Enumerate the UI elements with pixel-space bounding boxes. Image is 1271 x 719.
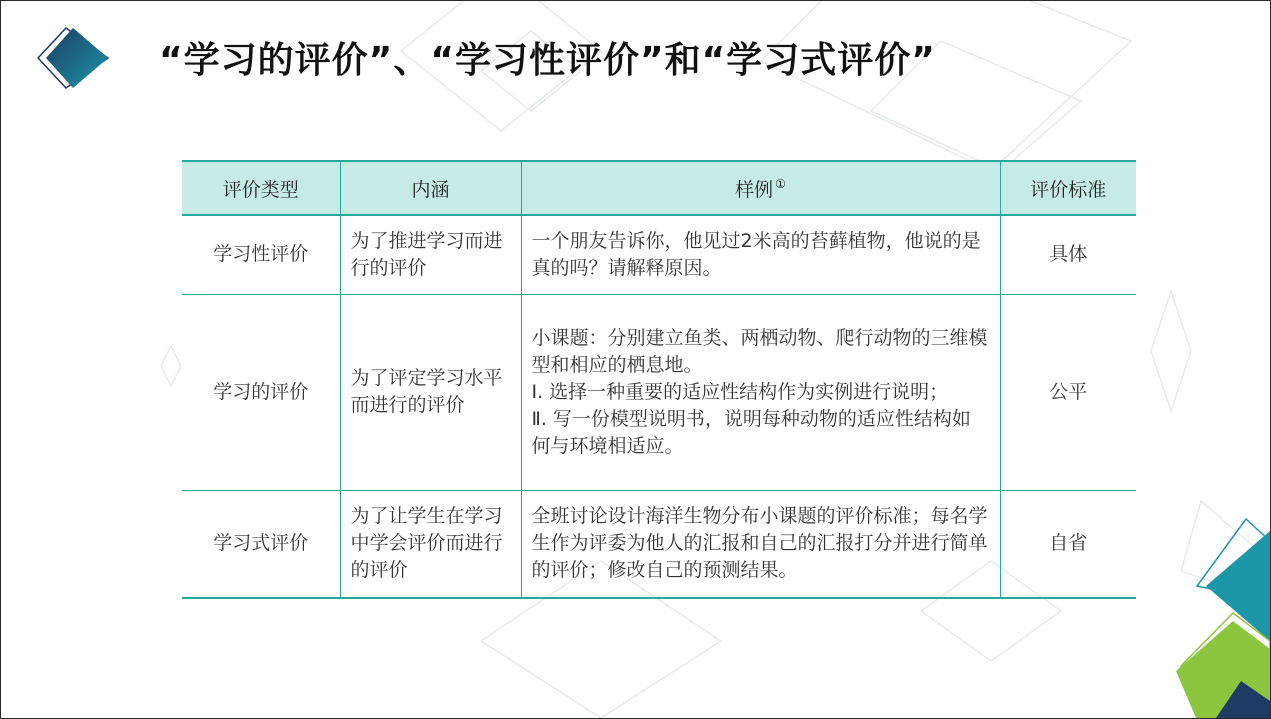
cell-example bbox=[521, 294, 1000, 490]
corner-teal-diamond bbox=[1206, 531, 1270, 641]
footnote-mark: ① bbox=[775, 177, 786, 192]
header-type: 评价类型 bbox=[182, 161, 340, 215]
example-line: Ⅱ. 写一份模型说明书，说明每种动物的适应性结构如何与环境相适应。 bbox=[531, 407, 971, 457]
page-title: “学习的评价”、“学习性评价”和“学习式评价” bbox=[159, 40, 936, 81]
table-row bbox=[182, 490, 1136, 598]
cell-meaning: 为了让学生在学习中学会评价而进行的评价 bbox=[340, 490, 521, 598]
cell-meaning: 为了评定学习水平而进行的评价 bbox=[340, 294, 521, 490]
example-line: 一个朋友告诉你，他见过2米高的苔藓植物，他说的是真的吗？请解释原因。 bbox=[531, 229, 981, 279]
cell-standard: 公平 bbox=[1000, 294, 1136, 490]
header-standard: 评价标准 bbox=[1000, 161, 1136, 215]
cell-example bbox=[521, 215, 1000, 294]
table-row bbox=[182, 294, 1136, 490]
example-line: 小课题：分别建立鱼类、两栖动物、爬行动物的三维模型和相应的栖息地。 bbox=[531, 326, 988, 376]
cell-type: 学习的评价 bbox=[182, 294, 340, 490]
example-line: Ⅰ. 选择一种重要的适应性结构作为实例进行说明； bbox=[531, 380, 949, 403]
header-meaning: 内涵 bbox=[340, 161, 521, 215]
cell-meaning: 为了推进学习而进行的评价 bbox=[340, 215, 521, 294]
header-example-label: 样例 bbox=[735, 178, 774, 201]
cell-type: 学习式评价 bbox=[182, 490, 340, 598]
cell-standard: 具体 bbox=[1000, 215, 1136, 294]
table-header-row bbox=[182, 161, 1136, 215]
title-bullet-diamond bbox=[46, 28, 108, 88]
cell-example bbox=[521, 490, 1000, 598]
table-row bbox=[182, 215, 1136, 294]
cell-type: 学习性评价 bbox=[182, 215, 340, 294]
cell-standard: 自省 bbox=[1000, 490, 1136, 598]
evaluation-table bbox=[182, 160, 1136, 599]
deco-outline-diamond bbox=[1151, 291, 1191, 411]
deco-outline-diamond bbox=[161, 346, 181, 386]
example-line: 全班讨论设计海洋生物分布小课题的评价标准；每名学生作为评委为他人的汇报和自己的汇报打分并进行简单的评价；修改自己的预测结果。 bbox=[531, 505, 988, 582]
header-example bbox=[521, 161, 1000, 215]
